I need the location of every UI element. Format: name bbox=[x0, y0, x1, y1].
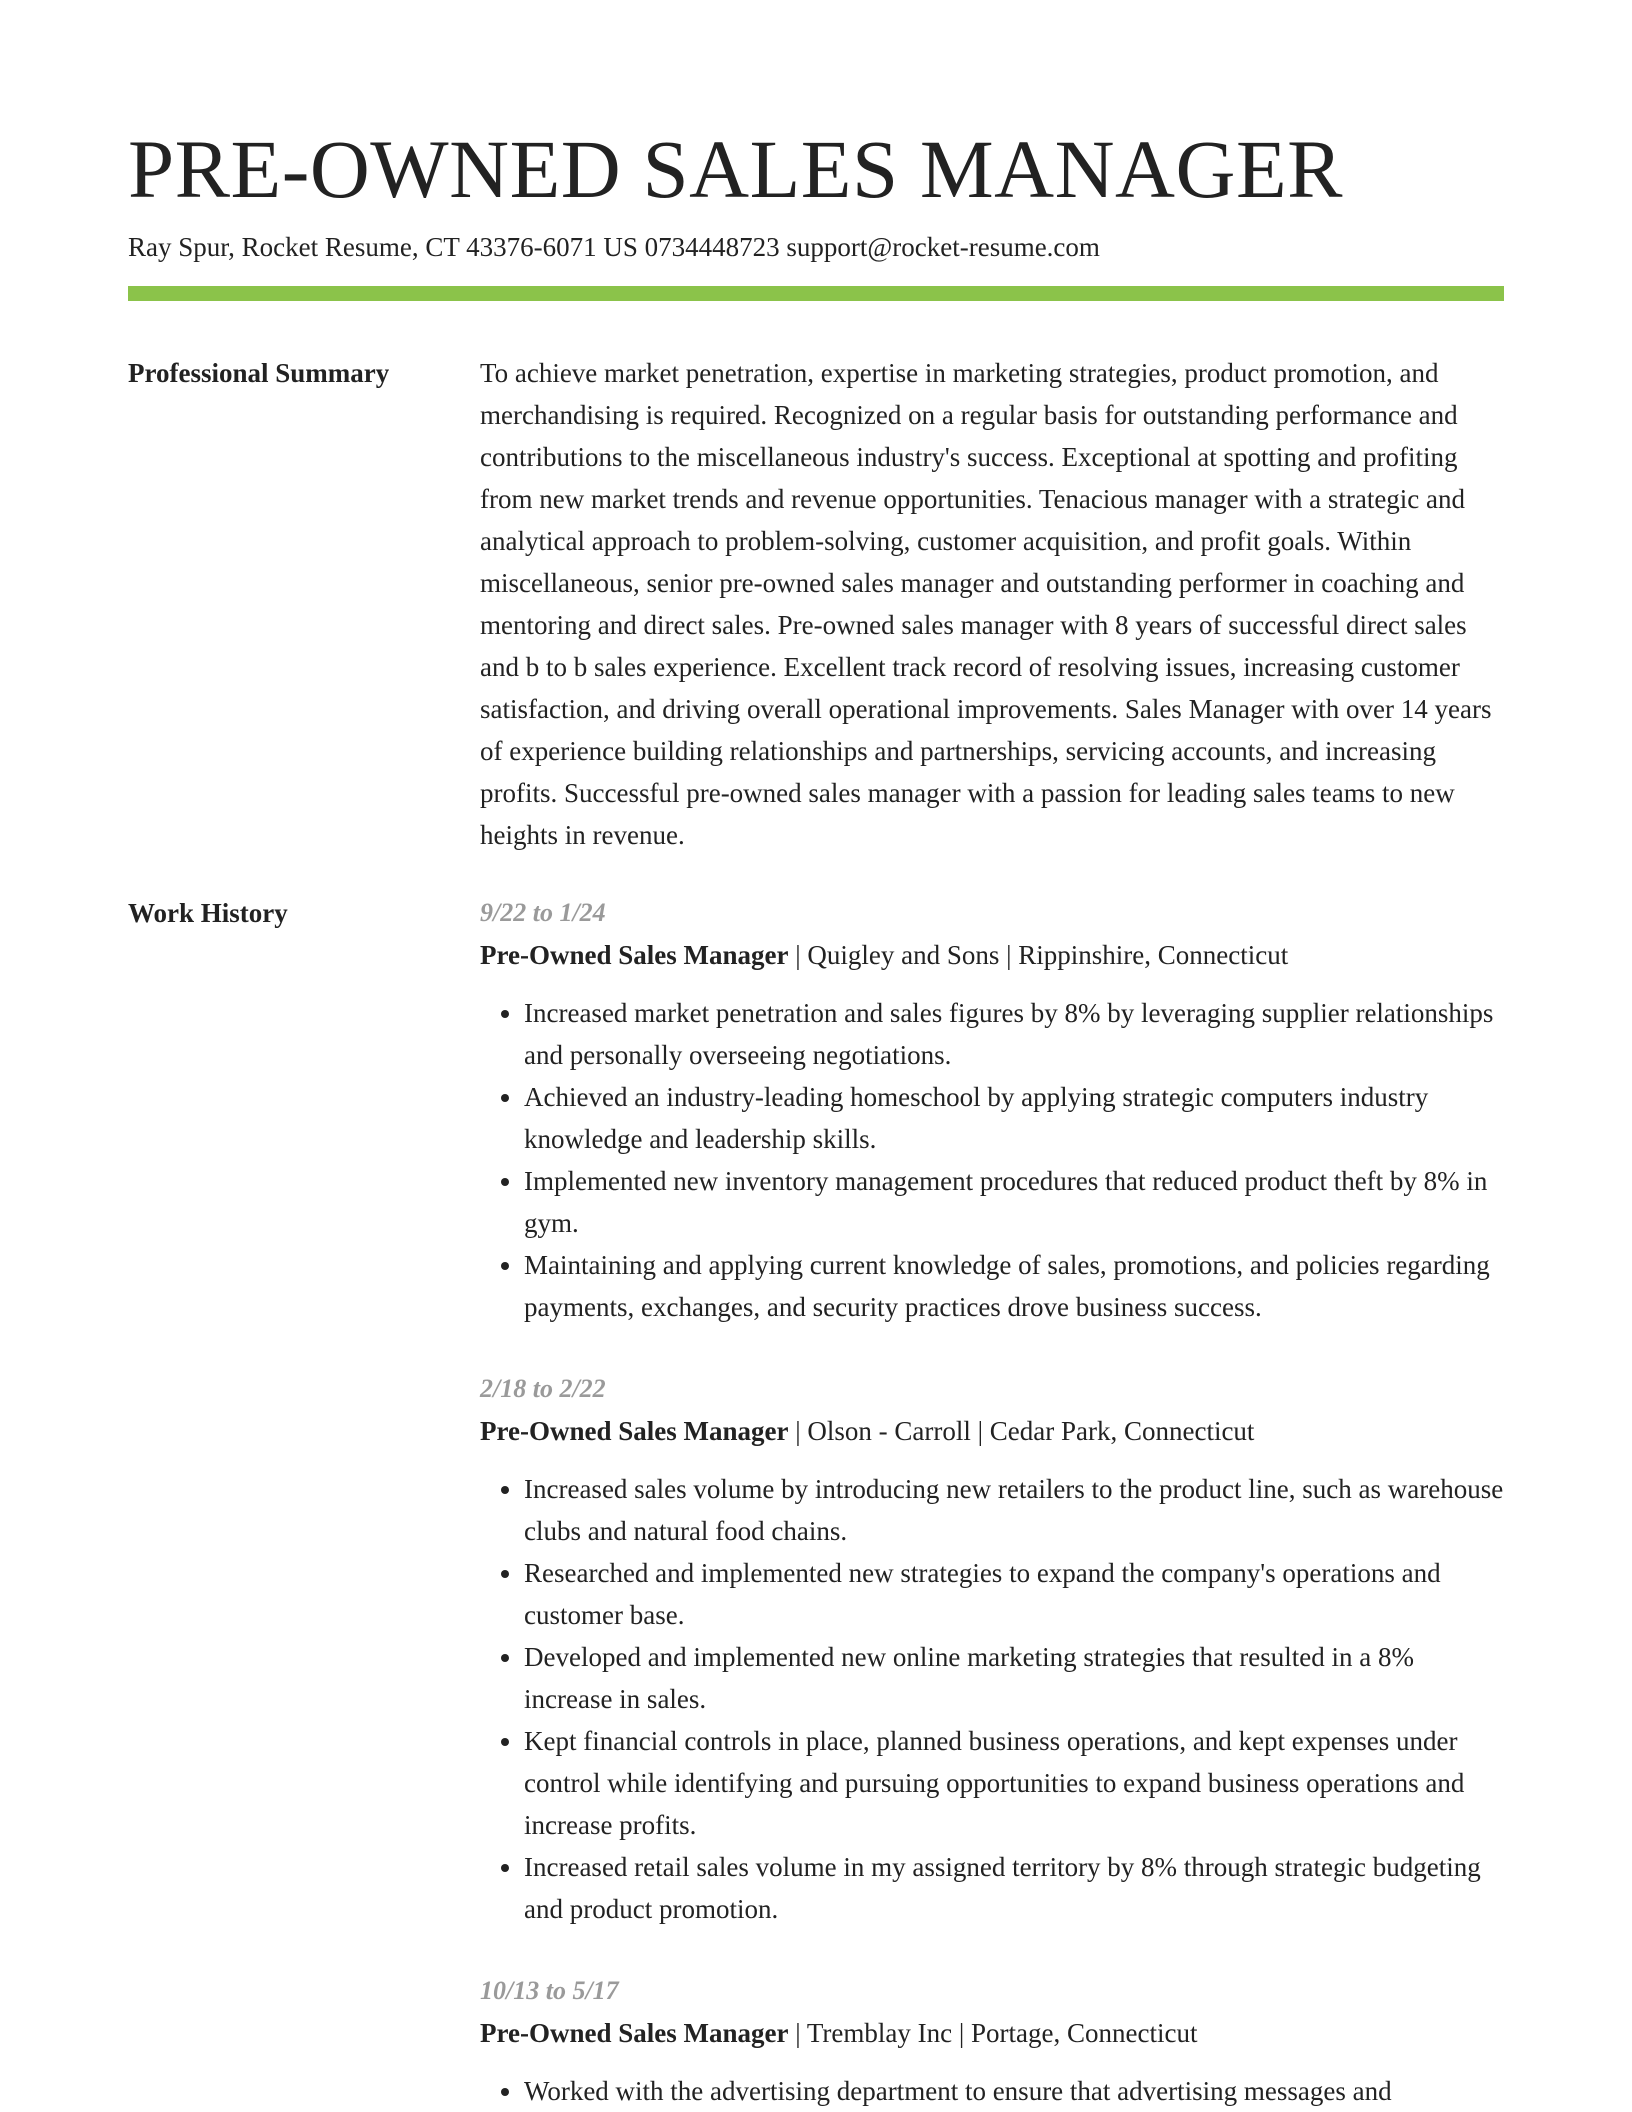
job-bullet: • Achieved an industry-leading homeschool by applying strategic computers industry knowledge and leadership skills. bbox=[524, 1076, 1504, 1160]
summary-text: To achieve market penetration, expertise in marketing strategies, product promotion, and merchandising is required. Recognized on a regular basis for outstanding performance and contributions to the miscellaneous industry's success. Exceptional at spotting and profiting from new market trends and revenue opportunities. Tenacious manager with a strategic and analytical approach to problem-solving, customer acquisition, and profit goals. Within miscellaneous, senior pre-owned sales manager and outstanding performer in coaching and mentoring and direct sales. Pre-owned sales manager with 8 years of successful direct sales and b to b sales experience. Excellent track record of resolving issues, increasing customer satisfaction, and driving overall operational improvements. Sales Manager with over 14 years of experience building relationships and partnerships, servicing accounts, and increasing profits. Successful pre-owned sales manager with a passion for leading sales teams to new heights in revenue. bbox=[480, 358, 1492, 850]
job-entry bbox=[480, 1368, 1504, 1930]
job-bullet: • Worked with the advertising department to ensure that advertising messages and bbox=[524, 2070, 1504, 2112]
job-dates: 10/13 to 5/17 bbox=[480, 1976, 619, 2005]
resume-title: PRE-OWNED SALES MANAGER bbox=[128, 123, 1343, 215]
job-bullet: • Increased retail sales volume in my assigned territory by 8% through strategic budgeting and product promotion. bbox=[524, 1846, 1504, 1930]
job-details: | Olson - Carroll | Cedar Park, Connecticut bbox=[788, 1416, 1255, 1446]
job-title: Pre-Owned Sales Manager bbox=[480, 2018, 789, 2048]
resume-header bbox=[128, 118, 1504, 264]
job-bullet: • Developed and implemented new online marketing strategies that resulted in a 8% increase in sales. bbox=[524, 1636, 1504, 1720]
job-title: Pre-Owned Sales Manager bbox=[480, 940, 789, 970]
job-bullet: • Implemented new inventory management procedures that reduced product theft by 8% in gym. bbox=[524, 1160, 1504, 1244]
job-heading bbox=[480, 2012, 1504, 2054]
job-bullet: • Kept financial controls in place, planned business operations, and kept expenses under control while identifying and pursuing opportunities to expand business operations and increase profits. bbox=[524, 1720, 1504, 1846]
job-details: | Tremblay Inc | Portage, Connecticut bbox=[788, 2018, 1198, 2048]
section-label-work-history: Work History bbox=[128, 898, 288, 928]
job-dates: 2/18 to 2/22 bbox=[480, 1374, 606, 1403]
job-title: Pre-Owned Sales Manager bbox=[480, 1416, 789, 1446]
work-history-section bbox=[128, 892, 1504, 2112]
job-entry bbox=[480, 892, 1504, 1328]
job-bullet: • Increased market penetration and sales figures by 8% by leveraging supplier relationships and personally overseeing negotiations. bbox=[524, 992, 1504, 1076]
job-bullet-list bbox=[480, 2070, 1504, 2112]
job-bullet-list bbox=[480, 1468, 1504, 1930]
job-heading bbox=[480, 1410, 1504, 1452]
summary-content bbox=[480, 352, 1504, 856]
job-bullet: • Increased sales volume by introducing new retailers to the product line, such as warehouse clubs and natural food chains. bbox=[524, 1468, 1504, 1552]
section-label-summary: Professional Summary bbox=[128, 358, 390, 388]
job-bullet: • Maintaining and applying current knowledge of sales, promotions, and policies regarding payments, exchanges, and security practices drove business success. bbox=[524, 1244, 1504, 1328]
job-heading bbox=[480, 934, 1504, 976]
job-bullet: • Researched and implemented new strategies to expand the company's operations and customer base. bbox=[524, 1552, 1504, 1636]
job-bullet-list bbox=[480, 992, 1504, 1328]
professional-summary-section bbox=[128, 352, 1504, 856]
accent-divider bbox=[128, 286, 1504, 301]
resume-body bbox=[128, 352, 1504, 2112]
work-history-content bbox=[480, 892, 1504, 2112]
contact-line: Ray Spur, Rocket Resume, CT 43376-6071 US 0734448723 support@rocket-resume.com bbox=[128, 232, 1100, 262]
job-details: | Quigley and Sons | Rippinshire, Connecticut bbox=[788, 940, 1289, 970]
job-entry bbox=[480, 1970, 1504, 2112]
job-dates: 9/22 to 1/24 bbox=[480, 898, 606, 927]
